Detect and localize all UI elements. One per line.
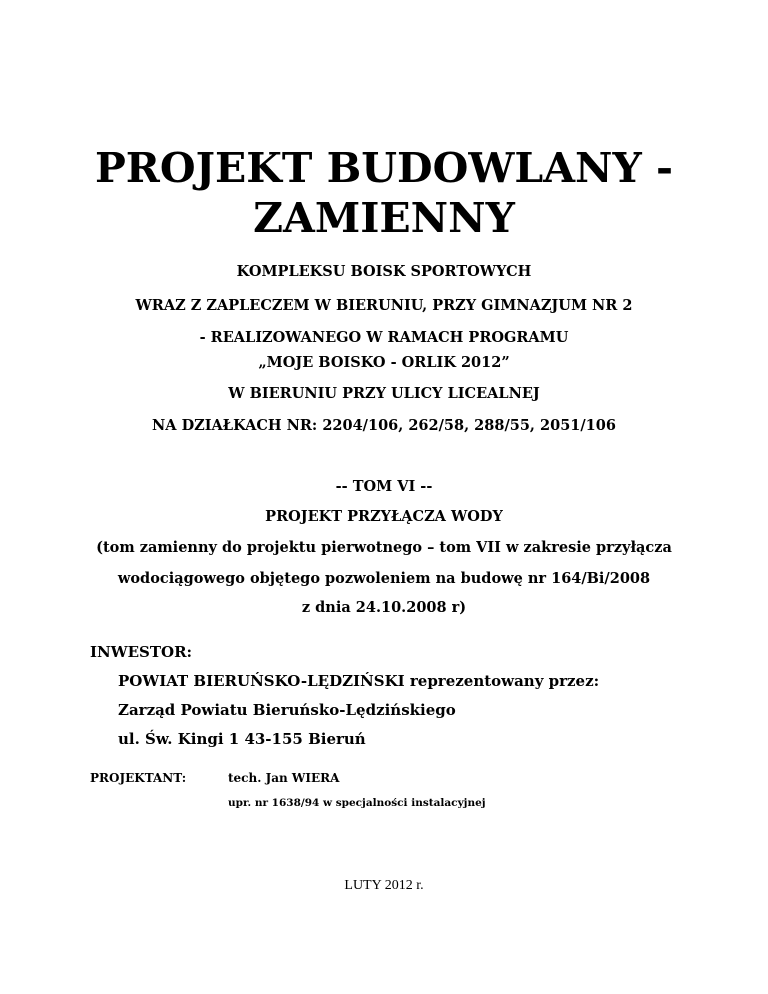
volume-note-line-3: z dnia 24.10.2008 r) [301,599,467,616]
designer-label: PROJEKTANT: [90,771,187,785]
subject-line-5: W BIERUNIU PRZY ULICY LICEALNEJ [228,385,540,402]
volume-note-line-1: (tom zamienny do projektu pierwotnego – tom VII w zakresie przyłącza [96,539,672,556]
investor-label: INWESTOR: [90,643,193,661]
subject-line-3: - REALIZOWANEGO W RAMACH PROGRAMU [199,329,569,346]
designer-name: tech. Jan WIERA [228,771,340,785]
investor-line-2: Zarząd Powiatu Bieruńsko-Lędzińskiego [118,701,456,719]
designer-qualification: upr. nr 1638/94 w specjalności instalacyjnej [228,797,486,809]
title-line-2: ZAMIENNY [253,194,515,242]
investor-line-3: ul. Św. Kingi 1 43-155 Bieruń [118,730,366,748]
volume-number: -- TOM VI -- [335,478,433,495]
investor-line-1: POWIAT BIERUŃSKO-LĘDZIŃSKI reprezentowany przez: [118,672,600,690]
subject-line-6: NA DZIAŁKACH NR: 2204/106, 262/58, 288/55, 2051/106 [152,417,616,434]
document-date: LUTY 2012 r. [344,878,424,893]
subject-line-1: KOMPLEKSU BOISK SPORTOWYCH [236,263,532,280]
volume-name: PROJEKT PRZYŁĄCZA WODY [265,508,503,525]
subject-line-2: WRAZ Z ZAPLECZEM W BIERUNIU, PRZY GIMNAZJUM NR 2 [135,297,633,314]
subject-line-4: „MOJE BOISKO - ORLIK 2012” [258,354,510,371]
volume-note-line-2: wodociągowego objętego pozwoleniem na budowę nr 164/Bi/2008 [117,570,651,587]
title-line-1: PROJEKT BUDOWLANY - [94,144,674,192]
